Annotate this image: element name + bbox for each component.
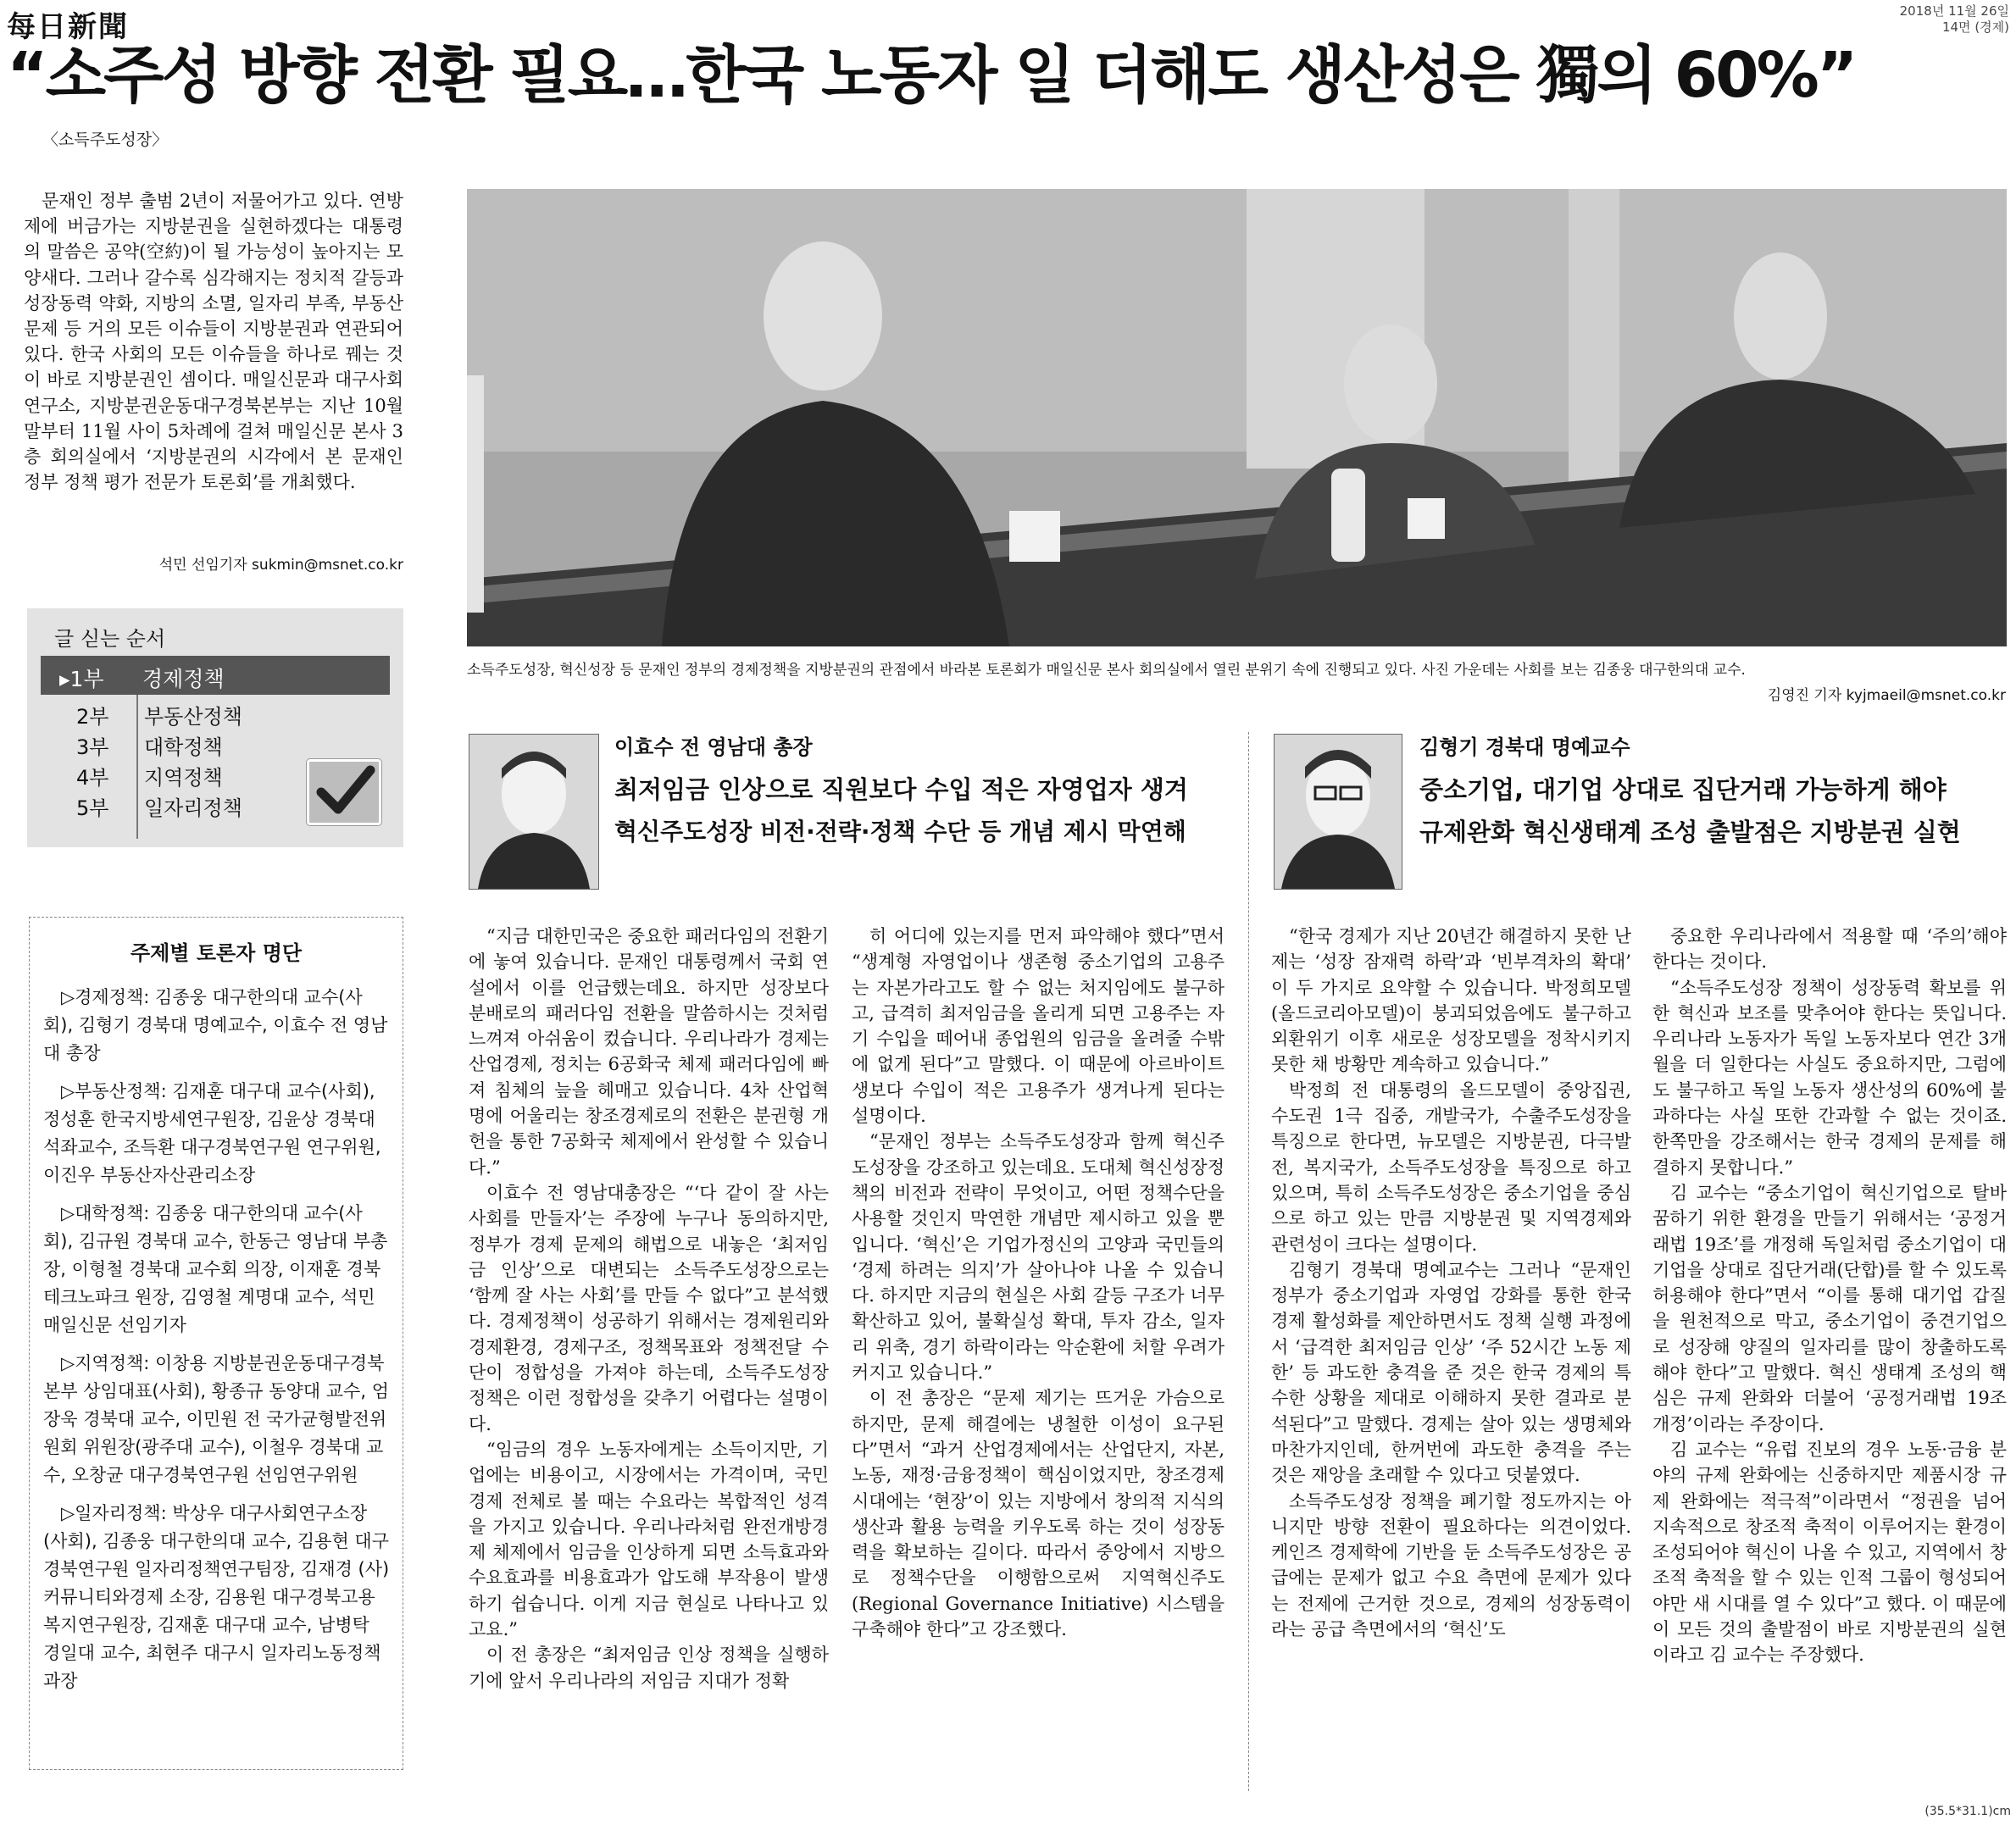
column-divider	[1248, 732, 1249, 1791]
series-item-label: 지역정책	[144, 766, 223, 790]
body-column-4	[1652, 924, 2007, 1668]
dateline	[1900, 3, 2009, 36]
discussion-photo	[467, 189, 2007, 646]
body-paragraph: 이효수 전 영남대총장은 “‘다 같이 잘 사는 사회를 만들자’는 주장에 누구나 동의하지만, 정부가 경제 문제의 해법으로 내놓은 ‘최저임금 인상’으로 대변되는 소득주도성장으로는 ‘함께 잘 사는 사회’를 만들 수 없다”고 분석했다. 경제정책이 성공하기 위해서는 경제원리와 경제환경, 경제구조, 정책목표와 정책전달 수단이 정합성을 가져야 하는데, 소득주도성장 정책은 이런 정합성을 갖추기 어렵다는 설명이다.	[469, 1182, 829, 1434]
series-item-num: 2부	[76, 705, 109, 729]
intro-byline: 석민 선임기자 sukmin@msnet.co.kr	[158, 557, 403, 574]
speaker-right-quote-1: 중소기업, 대기업 상대로 집단거래 가능하게 해야	[1419, 775, 1947, 804]
series-item-num: 4부	[76, 766, 109, 790]
series-item-num: ▸1부	[59, 667, 104, 691]
body-paragraph: “지금 대한민국은 중요한 패러다임의 전환기에 놓여 있습니다. 문재인 대통령께서 국회 연설에서 이를 언급했는데요. 하지만 성장보다 분배로의 패러다임 전환을 말씀하시는 것처럼 느껴져 아쉬움이 컸습니다. 우리나라가 경제는 산업경제, 정치는 6공화국 체제 패러다임에 빠져 침체의 늪을 헤매고 있습니다. 4차 산업혁명에 어울리는 창조경제로의 전환은 분권형 개헌을 통한 7공화국 체제에서 완성할 수 있습니다.”	[469, 926, 829, 1178]
speaker-right-photo	[1274, 734, 1402, 890]
series-item-label: 부동산정책	[144, 705, 242, 729]
body-paragraph: 히 어디에 있는지를 먼저 파악해야 했다”면서 “생계형 자영업이나 생존형 중소기업의 고용주는 자본가라고도 할 수 없는 처지임에도 불구하고, 급격히 최저임금을 올리게 되면 고용주는 자기 수입을 떼어내 종업원의 임금을 올려줄 수밖에 없게 된다”고 말했다. 이 때문에 아르바이트생보다 수입이 적은 고용주가 생겨나게 된다는 설명이다.	[852, 926, 1225, 1127]
intro-text	[24, 188, 403, 495]
speaker-left-photo	[469, 734, 599, 890]
issue-date: 2018년 11월 26일	[1899, 3, 2009, 19]
series-item-active	[41, 656, 390, 695]
panel-entry: ▷일자리정책: 박상우 대구사회연구소장(사회), 김종웅 대구한의대 교수, 김용현 대구경북연구원 일자리정책연구팀장, 김재경 (사)커뮤니티와경제 소장, 김용원 대구경북고용복지연구원장, 김재훈 대구대 교수, 남병탁 경일대 교수, 최현주 대구시 일자리노동정책과장	[43, 1503, 390, 1691]
speaker-right-name: 김형기 경북대 명예교수	[1419, 735, 1630, 759]
speaker-right-quote-2: 규제완화 혁신생태계 조성 출발점은 지방분권 실현	[1419, 818, 1961, 846]
panel-entry: ▷대학정책: 김종웅 대구한의대 교수(사회), 김규원 경북대 교수, 한동근 영남대 부총장, 이형철 경북대 교수회 의장, 이재훈 경북테크노파크 원장, 김영철 계명대 교수, 석민 매일신문 선임기자	[43, 1203, 388, 1335]
series-item	[76, 791, 242, 822]
intro-paragraph: 문재인 정부 출범 2년이 저물어가고 있다. 연방제에 버금가는 지방분권을 실현하겠다는 대통령의 말씀은 공약(空約)이 될 가능성이 높아지는 모양새다. 그러나 갈수록 심각해지는 정치적 갈등과 성장동력 약화, 지방의 소멸, 일자리 부족, 부동산 문제 등 거의 모든 이슈들이 지방분권과 연관되어 있다. 한국 사회의 모든 이슈들을 하나로 꿰는 것이 바로 지방분권인 셈이다. 매일신문과 대구사회연구소, 지방분권운동대구경북본부는 지난 10월 말부터 11월 사이 5차례에 걸쳐 매일신문 본사 3층 회의실에서 ‘지방분권의 시각에서 본 문재인 정부 정책 평가 전문가 토론회’를 개최했다.	[24, 191, 403, 493]
speaker-left-quote-1: 최저임금 인상으로 직원보다 수입 적은 자영업자 생겨	[614, 775, 1188, 804]
body-paragraph: 김 교수는 “유럽 진보의 경우 노동·금융 분야의 규제 완화에는 신중하지만 제품시장 규제 완화에는 적극적”이라면서 “정권을 넘어 지속적으로 창조적 축적이 이루어지는 환경이 조성되어야 혁신이 나올 수 있고, 지역에서 창조적 축적을 할 수 있는 인적 그룹이 형성되어야만 새 시대를 열 수 있다”고 했다. 이 때문에 이 모든 것의 출발점이 바로 지방분권의 실현이라고 김 교수는 주장했다.	[1652, 1439, 2007, 1666]
body-column-1	[469, 924, 829, 1694]
photo-caption: 소득주도성장, 혁신성장 등 문재인 정부의 경제정책을 지방분권의 관점에서 바라본 토론회가 매일신문 본사 회의실에서 열린 분위기 속에 진행되고 있다. 사진 가운데는 사회를 보는 김종웅 대구한의대 교수.	[467, 662, 1746, 679]
series-item	[76, 761, 223, 791]
body-paragraph: 박정희 전 대통령의 올드모델이 중앙집권, 수도권 1극 집중, 개발국가, 수출주도성장을 특징으로 한다면, 뉴모델은 지방분권, 다극발전, 복지국가, 소득주도성장을 특징으로 하고 있으며, 특히 소득주도성장은 중소기업을 중심으로 하고 있는 만큼 지방분권 및 지역경제와 관련성이 크다는 설명이다.	[1271, 1079, 1631, 1255]
panel-entry: ▷부동산정책: 김재훈 대구대 교수(사회), 정성훈 한국지방세연구원장, 김윤상 경북대 석좌교수, 조득환 대구경북연구원 연구위원, 이진우 부동산자산관리소장	[43, 1081, 381, 1185]
series-item	[76, 700, 242, 730]
series-item-label: 일자리정책	[144, 796, 242, 820]
panel-entry: ▷경제정책: 김종웅 대구한의대 교수(사회), 김형기 경북대 명예교수, 이효수 전 영남대 총장	[43, 987, 388, 1063]
photo-credit: 김영진 기자 kyjmaeil@msnet.co.kr	[1767, 687, 2006, 704]
panel-entry: ▷지역정책: 이창용 지방분권운동대구경북본부 상임대표(사회), 황종규 동양대 교수, 엄장욱 경북대 교수, 이민원 전 국가균형발전위원회 위원장(광주대 교수), 이철우 경북대 교수, 오창균 대구경북연구원 선임연구위원	[43, 1353, 389, 1485]
speaker-left-name: 이효수 전 영남대 총장	[614, 735, 813, 759]
section-tag: 〈소득주도성장〉	[42, 130, 169, 149]
series-item-num: 5부	[76, 796, 109, 820]
body-paragraph: 중요한 우리나라에서 적용할 때 ‘주의’해야 한다는 것이다.	[1652, 926, 2007, 973]
body-paragraph: 소득주도성장 정책을 폐기할 정도까지는 아니지만 방향 전환이 필요하다는 의견이었다. 케인즈 경제학에 기반을 둔 소득주도성장은 공급에는 문제가 없고 수요 측면에 문제가 있다는 전제에 근거한 것으로, 경제의 성장동력이라는 공급 측면에서의 ‘혁신’도	[1271, 1490, 1631, 1640]
series-item-num: 3부	[76, 735, 109, 759]
body-paragraph: 이 전 총장은 “최저임금 인상 정책을 실행하기에 앞서 우리나라의 저임금 지대가 정확	[469, 1645, 829, 1691]
headline: “소주성 방향 전환 필요…한국 노동자 일 더해도 생산성은 獨의 60%”	[7, 39, 1856, 112]
series-divider	[136, 695, 138, 839]
panelist-list-box	[29, 917, 403, 1770]
panel-entries	[43, 984, 391, 1706]
panel-title: 주제별 토론자 명단	[130, 941, 303, 965]
body-paragraph: “소득주도성장 정책이 성장동력 확보를 위한 혁신과 보조를 맞추어야 한다는 뜻입니다. 우리나라 노동자가 독일 노동자보다 연간 3개월을 더 일한다는 사실도 중요하지만, 그럼에도 불구하고 독일 노동자 생산성의 60%에 불과하다는 사실 또한 간과할 수 없는 것이죠. 한쪽만을 강조해서는 한국 경제의 문제를 해결하지 못합니다.”	[1652, 977, 2007, 1178]
newspaper-logo: 每日新聞	[7, 10, 129, 44]
body-paragraph: “임금의 경우 노동자에게는 소득이지만, 기업에는 비용이고, 시장에서는 가격이며, 국민경제 전체로 볼 때는 수요라는 복합적인 성격을 가지고 있습니다. 우리나라처럼 완전개방경제 체제에서 임금을 인상하게 되면 소득효과와 수요효과를 비용효과가 압도해 부작용이 발생하기 쉽습니다. 이게 지금 현실로 나타나고 있고요.”	[469, 1439, 829, 1640]
series-item-label: 경제정책	[142, 667, 225, 691]
series-item	[76, 730, 223, 761]
series-title: 글 싣는 순서	[54, 627, 166, 651]
series-order-box	[27, 608, 403, 847]
checkmark-icon	[307, 759, 381, 825]
body-paragraph: “한국 경제가 지난 20년간 해결하지 못한 난제는 ‘성장 잠재력 하락’과 ‘빈부격차의 확대’ 이 두 가지로 요약할 수 있습니다. 박정희모델(올드코리아모델)이 붕괴되었음에도 불구하고 외환위기 이후 새로운 성장모델을 정착시키지 못한 채 방황만 계속하고 있습니다.”	[1271, 926, 1631, 1075]
body-column-3	[1271, 924, 1631, 1642]
speaker-left-quote-2: 혁신주도성장 비전·전략·정책 수단 등 개념 제시 막연해	[614, 818, 1186, 846]
body-paragraph: 이 전 총장은 “문제 제기는 뜨거운 가슴으로 하지만, 문제 해결에는 냉철한 이성이 요구된다”면서 “과거 산업경제에서는 산업단지, 자본, 노동, 재정·금융정책이 핵심이었지만, 창조경제 시대에는 ‘현장’이 있는 지방에서 창의적 지식의 생산과 활용 능력을 키우도록 하는 것이 성장동력을 확보하는 길이다. 따라서 중앙에서 지방으로 정책수단을 이행함으로써 지역혁신주도(Regional Governance Initiative) 시스템을 구축해야 한다”고 강조했다.	[852, 1388, 1225, 1640]
body-paragraph: 김형기 경북대 명예교수는 그러나 “문재인 정부가 중소기업과 자영업 강화를 통한 한국 경제 활성화를 제안하면서도 정책 실행 과정에서 ‘급격한 최저임금 인상’ ‘주 52시간 노동 제한’ 등 과도한 충격을 준 것은 한국 경제의 특수한 상황을 제대로 이해하지 못한 결과로 분석된다”고 말했다. 경제는 살아 있는 생명체와 마찬가지인데, 한꺼번에 과도한 충격을 주는 것은 재앙을 초래할 수 있다고 덧붙였다.	[1271, 1259, 1631, 1486]
body-paragraph: “문재인 정부는 소득주도성장과 함께 혁신주도성장을 강조하고 있는데요. 도대체 혁신성장정책의 비전과 전략이 무엇이고, 어떤 정책수단을 사용할 것인지 막연한 개념만 제시하고 있을 뿐입니다. ‘혁신’은 기업가정신의 고양과 국민들의 ‘경제 하려는 의지’가 살아나야 나올 수 있습니다. 하지만 지금의 현실은 사회 갈등 구조가 너무 확산하고 있어, 불확실성 확대, 투자 감소, 일자리 위축, 경기 하락이라는 악순환에 처할 우려가 커지고 있습니다.”	[852, 1131, 1225, 1384]
body-paragraph: 김 교수는 “중소기업이 혁신기업으로 탈바꿈하기 위한 환경을 만들기 위해서는 ‘공정거래법 19조’를 개정해 독일처럼 중소기업이 대기업을 상대로 집단거래(단합)를 할 수 있도록 허용해야 한다”면서 “이를 통해 대기업 갑질을 원천적으로 막고, 중소기업이 중견기업으로 성장해 양질의 일자리를 많이 창출하도록 해야 한다”고 말했다. 혁신 생태계 조성의 핵심은 규제 완화와 더불어 ‘공정거래법 19조 개정’이라는 주장이다.	[1652, 1182, 2007, 1434]
series-item-label: 대학정책	[144, 735, 223, 759]
page-section: 14면 (경제)	[1941, 19, 2009, 35]
body-column-2	[852, 924, 1225, 1642]
clipping-size: (35.5*31.1)cm	[1924, 1805, 2011, 1818]
